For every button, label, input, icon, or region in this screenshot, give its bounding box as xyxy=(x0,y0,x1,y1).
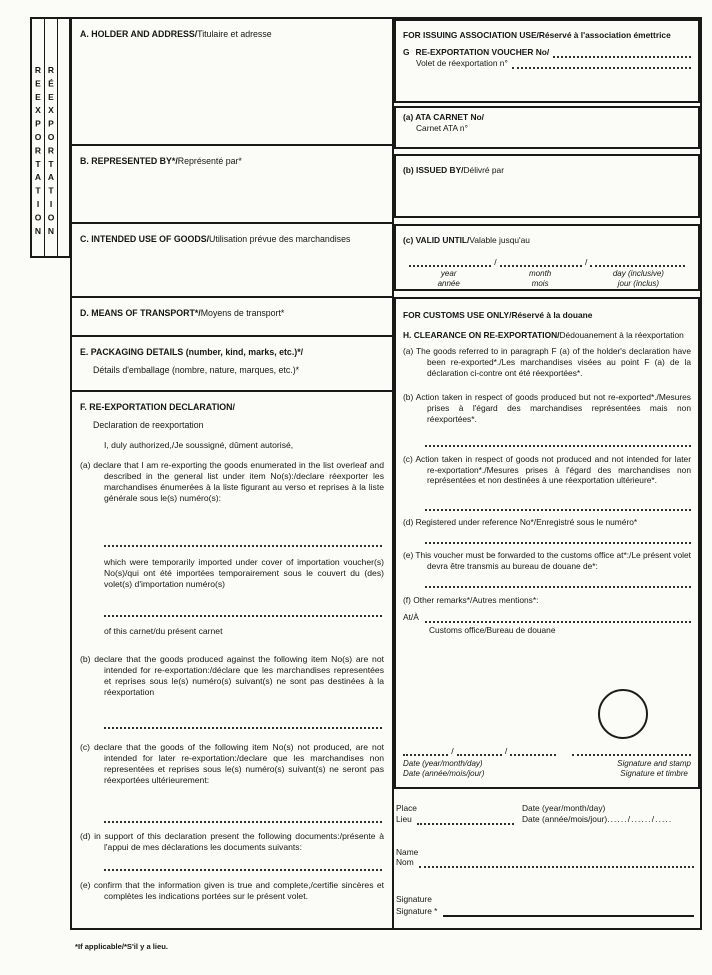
fill-line-customs-d xyxy=(425,535,691,544)
customs-fill-labels xyxy=(403,759,691,779)
fill-line-documents xyxy=(104,862,382,871)
valid-until-label: (c) VALID UNTIL/Valable jusqu'au xyxy=(403,235,530,245)
fill-line-voucher-no xyxy=(553,49,691,58)
name-fill-row xyxy=(396,857,694,868)
fill-line-item-b xyxy=(104,720,382,729)
strip-text-fr: RÉEXPORTATION xyxy=(46,65,56,240)
customs-heading: FOR CUSTOMS USE ONLY/Réservé à la douane xyxy=(403,310,593,320)
section-f-title: F. RE-EXPORTATION DECLARATION/ Declaration de reexportation xyxy=(80,402,235,430)
fill-line-name xyxy=(419,859,694,868)
holder-date-label-en: Date (year/month/day) xyxy=(522,803,606,813)
date-separator: / xyxy=(494,257,497,267)
section-b-represented-by xyxy=(72,146,392,224)
declaration-item-c: (c) declare that the goods of the following item No(s) not produced, are not intended for later re-exportation:/declare que les marchandises non representées et reprises sous le(s) numéro(s) suivant(s) ne seront pas réexportées ultérieurement: xyxy=(80,742,384,785)
fill-line-date-month xyxy=(457,747,502,756)
month-label: month mois xyxy=(529,269,552,288)
section-e-title: E. PACKAGING DETAILS (number, kind, marks, etc.)*/ Détails d'emballage (nombre, nature, marques, etc.)* xyxy=(80,347,304,375)
holder-date-field xyxy=(522,803,694,825)
strip-text-en: REEXPORTATION xyxy=(33,65,43,240)
declaration-item-d: (d) in support of this declaration present the following documents:/présente à l'appui de mes déclarations les documents suivants: xyxy=(80,831,384,852)
customs-item-d: (d) Registered under reference No*/Enregistré sous le numéro* xyxy=(403,517,638,528)
fill-line-place xyxy=(417,816,514,825)
issued-by-box xyxy=(394,154,700,218)
customs-item-f: (f) Other remarks*/Autres mentions*: xyxy=(403,594,539,605)
place-label-fr: Lieu xyxy=(396,813,412,824)
section-e-packaging-details xyxy=(72,337,392,392)
signature-field xyxy=(396,894,694,917)
customs-date-fill xyxy=(403,746,556,756)
declaration-item-a3: of this carnet/du présent carnet xyxy=(104,626,223,636)
section-c-title: C. INTENDED USE OF GOODS/Utilisation prévue des marchandises xyxy=(80,234,351,244)
name-label-en: Name xyxy=(396,846,419,857)
customs-use-box xyxy=(394,297,700,789)
fill-line-voucher-no-fr xyxy=(512,60,691,69)
section-a-holder-address xyxy=(72,19,392,146)
signature-line xyxy=(443,905,694,917)
issued-by-label: (b) ISSUED BY/Délivré par xyxy=(403,165,504,175)
fill-line-day xyxy=(590,258,685,267)
customs-office-at-row xyxy=(403,612,691,623)
vertical-strip xyxy=(30,17,71,258)
voucher-number-label-en: RE-EXPORTATION VOUCHER No/ xyxy=(415,47,550,57)
section-a-title: A. HOLDER AND ADDRESS/Titulaire et adresse xyxy=(80,29,272,39)
declaration-item-e: (e) confirm that the information given is true and complete,/certifie sincères et complètes les indications portées sur le présent volet. xyxy=(80,880,384,901)
strip-column-blank xyxy=(58,19,69,256)
official-use-column xyxy=(394,19,700,928)
section-c-intended-use xyxy=(72,224,392,298)
customs-office-label: Customs office/Bureau de douane xyxy=(429,625,556,636)
date-separator: / xyxy=(504,746,508,756)
customs-item-a: (a) The goods referred to in paragraph F (a) of the holder's declaration have been re-exported*./Les marchandises visées au point F (a) de la déclaration ci-contre ont été réexportées*. xyxy=(403,346,691,378)
fill-line-item-numbers xyxy=(104,538,382,547)
section-d-title: D. MEANS OF TRANSPORT*/Moyens de transport* xyxy=(80,308,285,318)
valid-until-field-labels xyxy=(403,269,691,289)
voucher-number-row-fr xyxy=(403,58,691,69)
ata-carnet-label-fr: Carnet ATA n° xyxy=(416,123,468,133)
ata-carnet-box xyxy=(394,106,700,149)
strip-column-en xyxy=(32,19,45,256)
place-fill-row xyxy=(396,814,514,825)
voucher-number-row xyxy=(403,47,691,58)
name-field xyxy=(396,847,694,869)
fill-line-month xyxy=(500,258,582,267)
holder-date-label-fr: Date (année/mois/jour)....../....../..... xyxy=(522,813,673,824)
strip-column-fr xyxy=(45,19,58,256)
declaration-item-a2: which were temporarily imported under cover of importation voucher(s) No(s)/qui ont été importées temporairement sous le couvert du (des) volet(s) d'importation numéro(s) xyxy=(104,557,384,589)
place-label-en: Place xyxy=(396,803,417,813)
day-label: day (inclusive) jour (inclus) xyxy=(612,269,664,288)
voucher-number-label-fr: Volet de réexportation n° xyxy=(416,58,508,68)
place-field xyxy=(396,803,514,825)
name-label-fr: Nom xyxy=(396,857,414,868)
customs-fill-row xyxy=(403,746,691,756)
holder-column xyxy=(72,19,394,928)
fill-line-customs-c xyxy=(425,502,691,511)
ata-carnet-label-en: (a) ATA CARNET No/ xyxy=(403,112,484,122)
declaration-item-a: (a) declare that I am re-exporting the goods enumerated in the list overleaf and described in the general list under item No(s):/declare réexporter les marchandises énumerées à la liste figurant au verso et reprises à la liste générale sous le(s) numéro(s): xyxy=(80,460,384,503)
holder-signature-block xyxy=(394,797,696,928)
stamp-circle xyxy=(598,689,648,739)
fill-line-customs-office xyxy=(425,614,691,623)
fill-line-customs-b xyxy=(425,438,691,447)
declaration-intro: I, duly authorized,/Je soussigné, dûment autorisé, xyxy=(104,440,294,450)
signature-label-fr: Signature * xyxy=(396,906,438,917)
fill-line-signature xyxy=(572,747,691,756)
issuing-association-heading: FOR ISSUING ASSOCIATION USE/Réservé à l'association émettrice xyxy=(403,30,671,40)
fill-line-voucher-numbers xyxy=(104,608,382,617)
section-b-title: B. REPRESENTED BY*/Représenté par* xyxy=(80,156,242,166)
signature-label-en: Signature xyxy=(396,894,432,905)
fill-line-customs-e xyxy=(425,579,691,588)
customs-signature-labels: Signature and stamp Signature et timbre xyxy=(617,759,691,778)
section-d-means-of-transport xyxy=(72,298,392,337)
item-g-label: G xyxy=(403,47,410,57)
valid-until-fill-row xyxy=(403,257,691,267)
fill-line-year xyxy=(409,258,491,267)
valid-until-box xyxy=(394,224,700,291)
customs-item-e: (e) This voucher must be forwarded to the customs office at*:/Le présent volet devra être transmis au bureau de douane de*: xyxy=(403,549,691,571)
clearance-title: H. CLEARANCE ON RE-EXPORTATION/Dédouanement à la réexportation xyxy=(403,330,684,340)
customs-date-signature-row xyxy=(403,746,691,779)
form-body xyxy=(70,17,702,930)
customs-signature-fill xyxy=(572,747,691,756)
customs-item-c: (c) Action taken in respect of goods not produced and not intended for later re-exportation*./Mesures prises à l'égard des marchandises non représentées et non destinées à une réexportation ultérieure*. xyxy=(403,453,691,486)
section-f-declaration xyxy=(72,392,392,930)
footnote: *If applicable/*S'il y a lieu. xyxy=(75,942,168,951)
declaration-item-b: (b) declare that the goods produced against the following item No(s) are not intended for re-exportation:/déclare que les marchandises representées et reprises sous le(s) numéro(s) suivant(s) ne sont pas destinées à la réexportation xyxy=(80,654,384,697)
customs-date-labels: Date (year/month/day) Date (année/mois/jour) xyxy=(403,759,485,778)
issuing-association-box xyxy=(394,19,700,103)
date-separator: / xyxy=(584,257,588,267)
customs-item-b: (b) Action taken in respect of goods produced but not re-exported*./Mesures prises à l'égard des marchandises représentées mais non réexportées*. xyxy=(403,392,691,424)
fill-line-item-c xyxy=(104,814,382,823)
place-date-row xyxy=(396,803,694,825)
fill-line-date-year xyxy=(403,747,448,756)
year-label: year année xyxy=(437,269,460,288)
fill-line-date-day xyxy=(510,747,555,756)
date-separator: / xyxy=(451,746,454,756)
signature-fill-row xyxy=(396,905,694,917)
at-label: At/À xyxy=(403,612,419,623)
